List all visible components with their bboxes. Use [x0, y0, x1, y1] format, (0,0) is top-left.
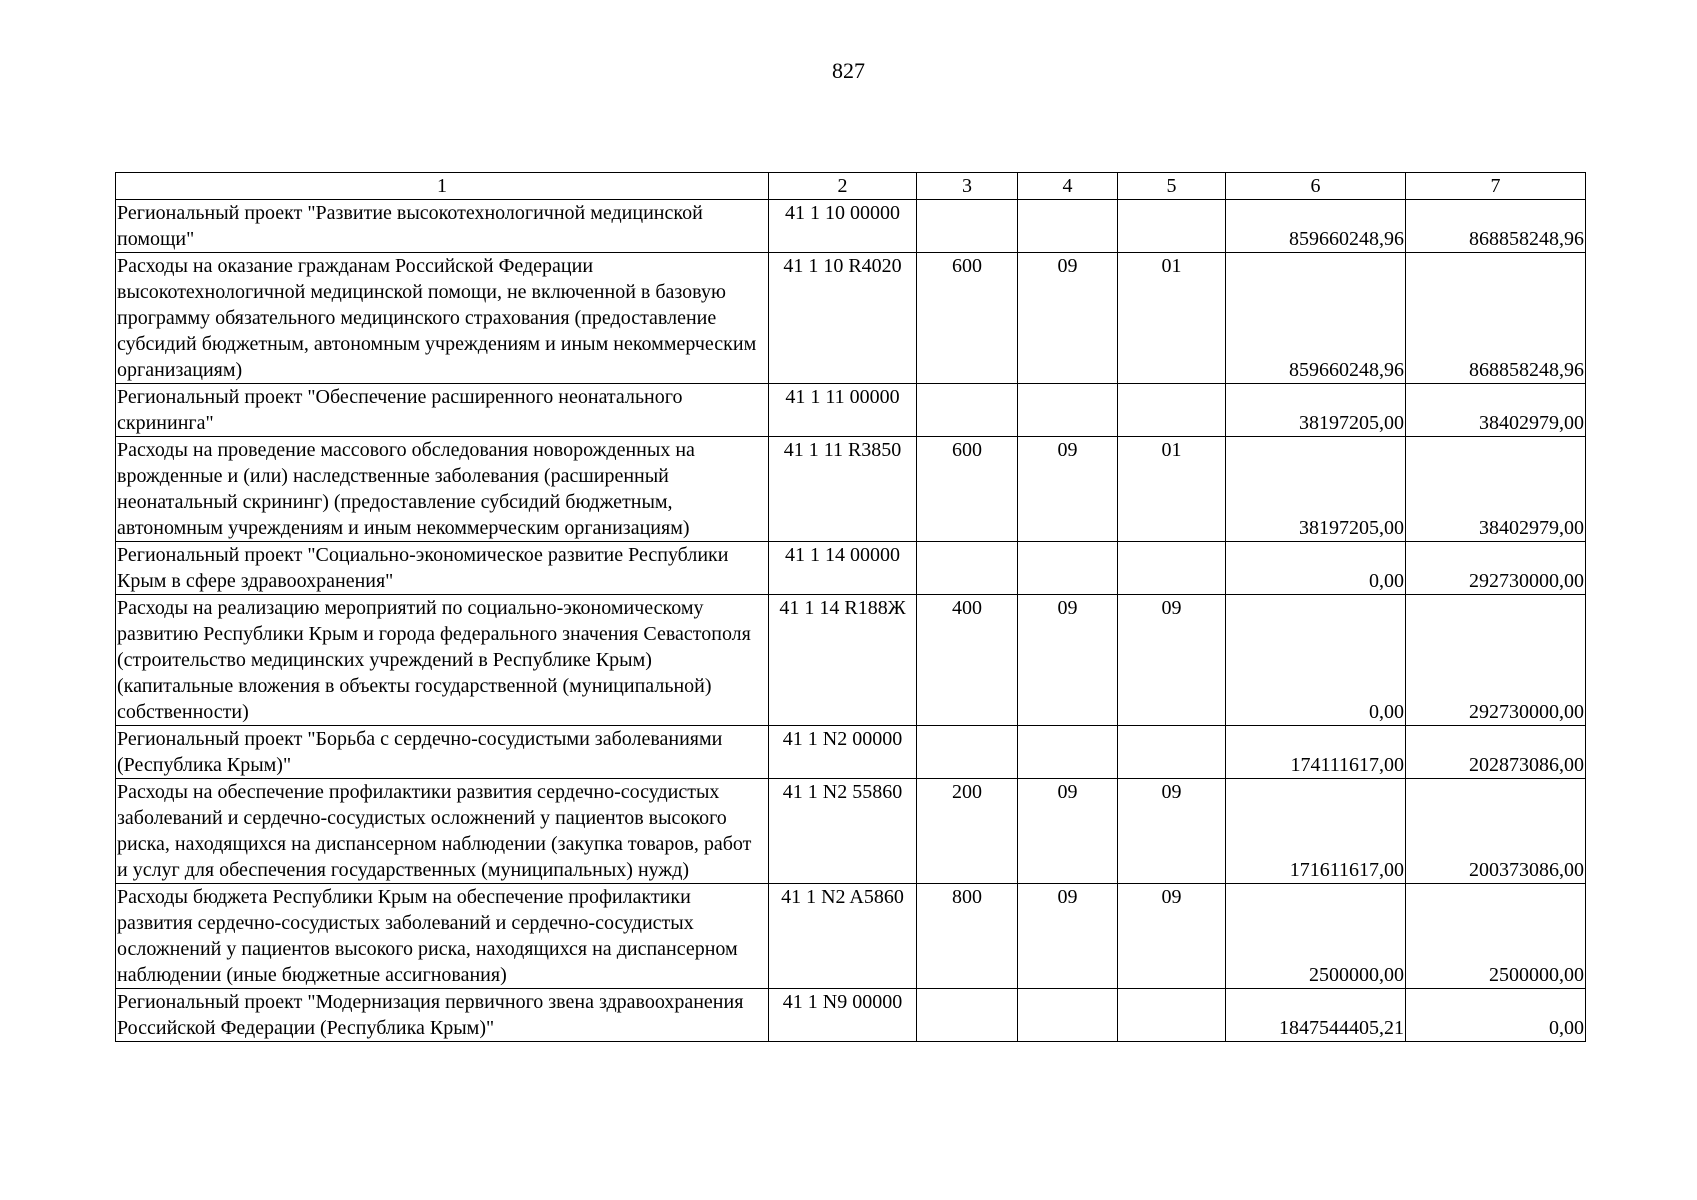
row-name: Расходы бюджета Республики Крым на обеспечение профилактики развития сердечно-сосудистых заболеваний и сердечно-сосудистых осложнений у пациентов высокого риска, находящихся на диспансерном наблюдении (иные бюджетные ассигнования)	[116, 884, 769, 989]
header-col-6: 6	[1226, 173, 1406, 200]
row-code: 41 1 N2 55860	[769, 779, 917, 884]
table-row	[116, 200, 1586, 253]
row-code: 41 1 14 R188Ж	[769, 595, 917, 726]
row-subsection	[1118, 384, 1226, 437]
row-subsection	[1118, 726, 1226, 779]
budget-table	[115, 172, 1586, 1042]
row-code: 41 1 N9 00000	[769, 989, 917, 1042]
row-section: 09	[1018, 595, 1118, 726]
row-expense-type	[917, 384, 1018, 437]
row-expense-type	[917, 200, 1018, 253]
row-code: 41 1 N2 00000	[769, 726, 917, 779]
row-amount-col6: 0,00	[1226, 542, 1406, 595]
row-section: 09	[1018, 884, 1118, 989]
row-name: Расходы на оказание гражданам Российской Федерации высокотехнологичной медицинской помощи, не включенной в базовую программу обязательного медицинского страхования (предоставление субсидий бюджетным, автономным учреждениям и иным некоммерческим организациям)	[116, 253, 769, 384]
row-code: 41 1 14 00000	[769, 542, 917, 595]
row-subsection: 09	[1118, 884, 1226, 989]
row-subsection	[1118, 989, 1226, 1042]
table-row	[116, 253, 1586, 384]
row-name: Региональный проект "Борьба с сердечно-сосудистыми заболеваниями (Республика Крым)"	[116, 726, 769, 779]
row-code: 41 1 11 R3850	[769, 437, 917, 542]
row-amount-col6: 38197205,00	[1226, 437, 1406, 542]
row-name: Региональный проект "Модернизация первичного звена здравоохранения Российской Федерации (Республика Крым)"	[116, 989, 769, 1042]
row-code: 41 1 10 00000	[769, 200, 917, 253]
row-amount-col7: 292730000,00	[1406, 595, 1586, 726]
row-amount-col7: 200373086,00	[1406, 779, 1586, 884]
row-expense-type	[917, 726, 1018, 779]
row-subsection: 09	[1118, 595, 1226, 726]
row-name: Региональный проект "Развитие высокотехнологичной медицинской помощи"	[116, 200, 769, 253]
row-subsection: 01	[1118, 253, 1226, 384]
row-subsection	[1118, 542, 1226, 595]
table-row	[116, 779, 1586, 884]
row-amount-col7: 868858248,96	[1406, 253, 1586, 384]
row-amount-col7: 202873086,00	[1406, 726, 1586, 779]
row-code: 41 1 10 R4020	[769, 253, 917, 384]
row-subsection	[1118, 200, 1226, 253]
table-row	[116, 384, 1586, 437]
row-expense-type: 200	[917, 779, 1018, 884]
row-section	[1018, 384, 1118, 437]
row-amount-col6: 859660248,96	[1226, 253, 1406, 384]
row-amount-col7: 38402979,00	[1406, 384, 1586, 437]
row-section	[1018, 542, 1118, 595]
row-section	[1018, 200, 1118, 253]
row-amount-col6: 0,00	[1226, 595, 1406, 726]
table-row	[116, 437, 1586, 542]
row-expense-type	[917, 989, 1018, 1042]
table-row	[116, 726, 1586, 779]
row-code: 41 1 N2 A5860	[769, 884, 917, 989]
row-code: 41 1 11 00000	[769, 384, 917, 437]
row-amount-col7: 38402979,00	[1406, 437, 1586, 542]
row-amount-col6: 174111617,00	[1226, 726, 1406, 779]
row-section: 09	[1018, 437, 1118, 542]
row-amount-col7: 868858248,96	[1406, 200, 1586, 253]
row-amount-col7: 0,00	[1406, 989, 1586, 1042]
header-col-3: 3	[917, 173, 1018, 200]
row-name: Региональный проект "Обеспечение расширенного неонатального скрининга"	[116, 384, 769, 437]
table-row	[116, 884, 1586, 989]
table-row	[116, 595, 1586, 726]
row-name: Расходы на проведение массового обследования новорожденных на врожденные и (или) наследственные заболевания (расширенный неонатальный скрининг) (предоставление субсидий бюджетным, автономным учреждениям и иным некоммерческим организациям)	[116, 437, 769, 542]
row-expense-type: 600	[917, 253, 1018, 384]
header-col-1: 1	[116, 173, 769, 200]
row-expense-type: 600	[917, 437, 1018, 542]
page-number: 827	[832, 58, 865, 83]
row-expense-type: 800	[917, 884, 1018, 989]
row-expense-type	[917, 542, 1018, 595]
table-row	[116, 542, 1586, 595]
header-col-5: 5	[1118, 173, 1226, 200]
table-row	[116, 989, 1586, 1042]
row-subsection: 01	[1118, 437, 1226, 542]
row-amount-col6: 171611617,00	[1226, 779, 1406, 884]
row-name: Расходы на реализацию мероприятий по социально-экономическому развитию Республики Крым и города федерального значения Севастополя (строительство медицинских учреждений в Республике Крым) (капитальные вложения в объекты государственной (муниципальной) собственности)	[116, 595, 769, 726]
row-amount-col6: 1847544405,21	[1226, 989, 1406, 1042]
row-section	[1018, 989, 1118, 1042]
row-amount-col7: 292730000,00	[1406, 542, 1586, 595]
row-expense-type: 400	[917, 595, 1018, 726]
header-col-4: 4	[1018, 173, 1118, 200]
row-name: Расходы на обеспечение профилактики развития сердечно-сосудистых заболеваний и сердечно-сосудистых осложнений у пациентов высокого риска, находящихся на диспансерном наблюдении (закупка товаров, работ и услуг для обеспечения государственных (муниципальных) нужд)	[116, 779, 769, 884]
row-section: 09	[1018, 779, 1118, 884]
header-col-7: 7	[1406, 173, 1586, 200]
row-amount-col6: 38197205,00	[1226, 384, 1406, 437]
row-amount-col7: 2500000,00	[1406, 884, 1586, 989]
row-amount-col6: 859660248,96	[1226, 200, 1406, 253]
row-name: Региональный проект "Социально-экономическое развитие Республики Крым в сфере здравоохранения"	[116, 542, 769, 595]
row-section: 09	[1018, 253, 1118, 384]
row-subsection: 09	[1118, 779, 1226, 884]
header-row	[116, 173, 1586, 200]
row-amount-col6: 2500000,00	[1226, 884, 1406, 989]
row-section	[1018, 726, 1118, 779]
header-col-2: 2	[769, 173, 917, 200]
